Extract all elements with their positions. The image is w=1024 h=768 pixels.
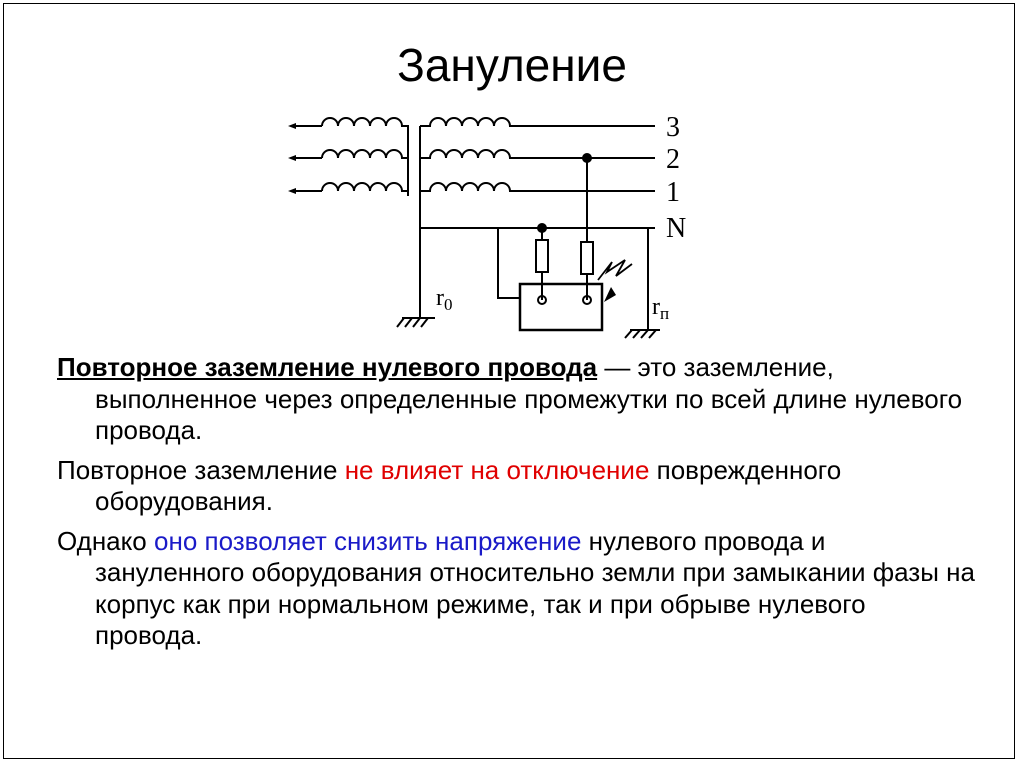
fuse-left (536, 240, 548, 272)
slide-title: Зануление (397, 39, 627, 91)
rp-label: $r_п$ (652, 294, 670, 323)
primary-coil-2 (322, 150, 408, 158)
paragraph-definition (57, 352, 977, 447)
line-label-1: 1 (666, 177, 680, 208)
secondary-coil-2 (420, 150, 655, 158)
red-highlight: не влияет на отключение (344, 454, 650, 485)
line-label-2: 2 (666, 144, 680, 175)
zeroing-wire (498, 228, 520, 298)
r0-label: $r_0$ (436, 285, 453, 314)
secondary-coil-1 (420, 183, 655, 191)
primary-coil-1 (322, 183, 408, 191)
definition-term: Повторное заземление нулевого провода (57, 352, 598, 382)
fuse-right (581, 242, 593, 274)
paragraph-no-effect: Повторное заземление не влияет на отключение поврежденного оборудования. (57, 454, 842, 516)
fault-arrow (604, 287, 616, 302)
fault-lightning-icon (598, 260, 632, 280)
paragraph-benefit: Однако оно позволяет снизить напряжение нулевого провода и зануленного оборудования относительно земли при замыкании фазы на корпус как при нормальном режиме, так и при обрыве нулевого провода. (57, 525, 975, 650)
definition-text: — это заземление, выполненное через определенные промежутки по всей длине нулевого провода. (95, 352, 963, 445)
junction-dot-phase2 (582, 153, 592, 163)
grounding-circuit-diagram (280, 104, 700, 340)
equipment-housing (520, 284, 602, 330)
line-label-n: N (666, 213, 687, 244)
secondary-coil-3 (420, 118, 655, 126)
slide-body (57, 352, 977, 660)
line-label-3: 3 (666, 112, 680, 143)
junction-dot-neutral (537, 223, 547, 233)
blue-highlight: оно позволяет снизить напряжение (154, 525, 582, 556)
